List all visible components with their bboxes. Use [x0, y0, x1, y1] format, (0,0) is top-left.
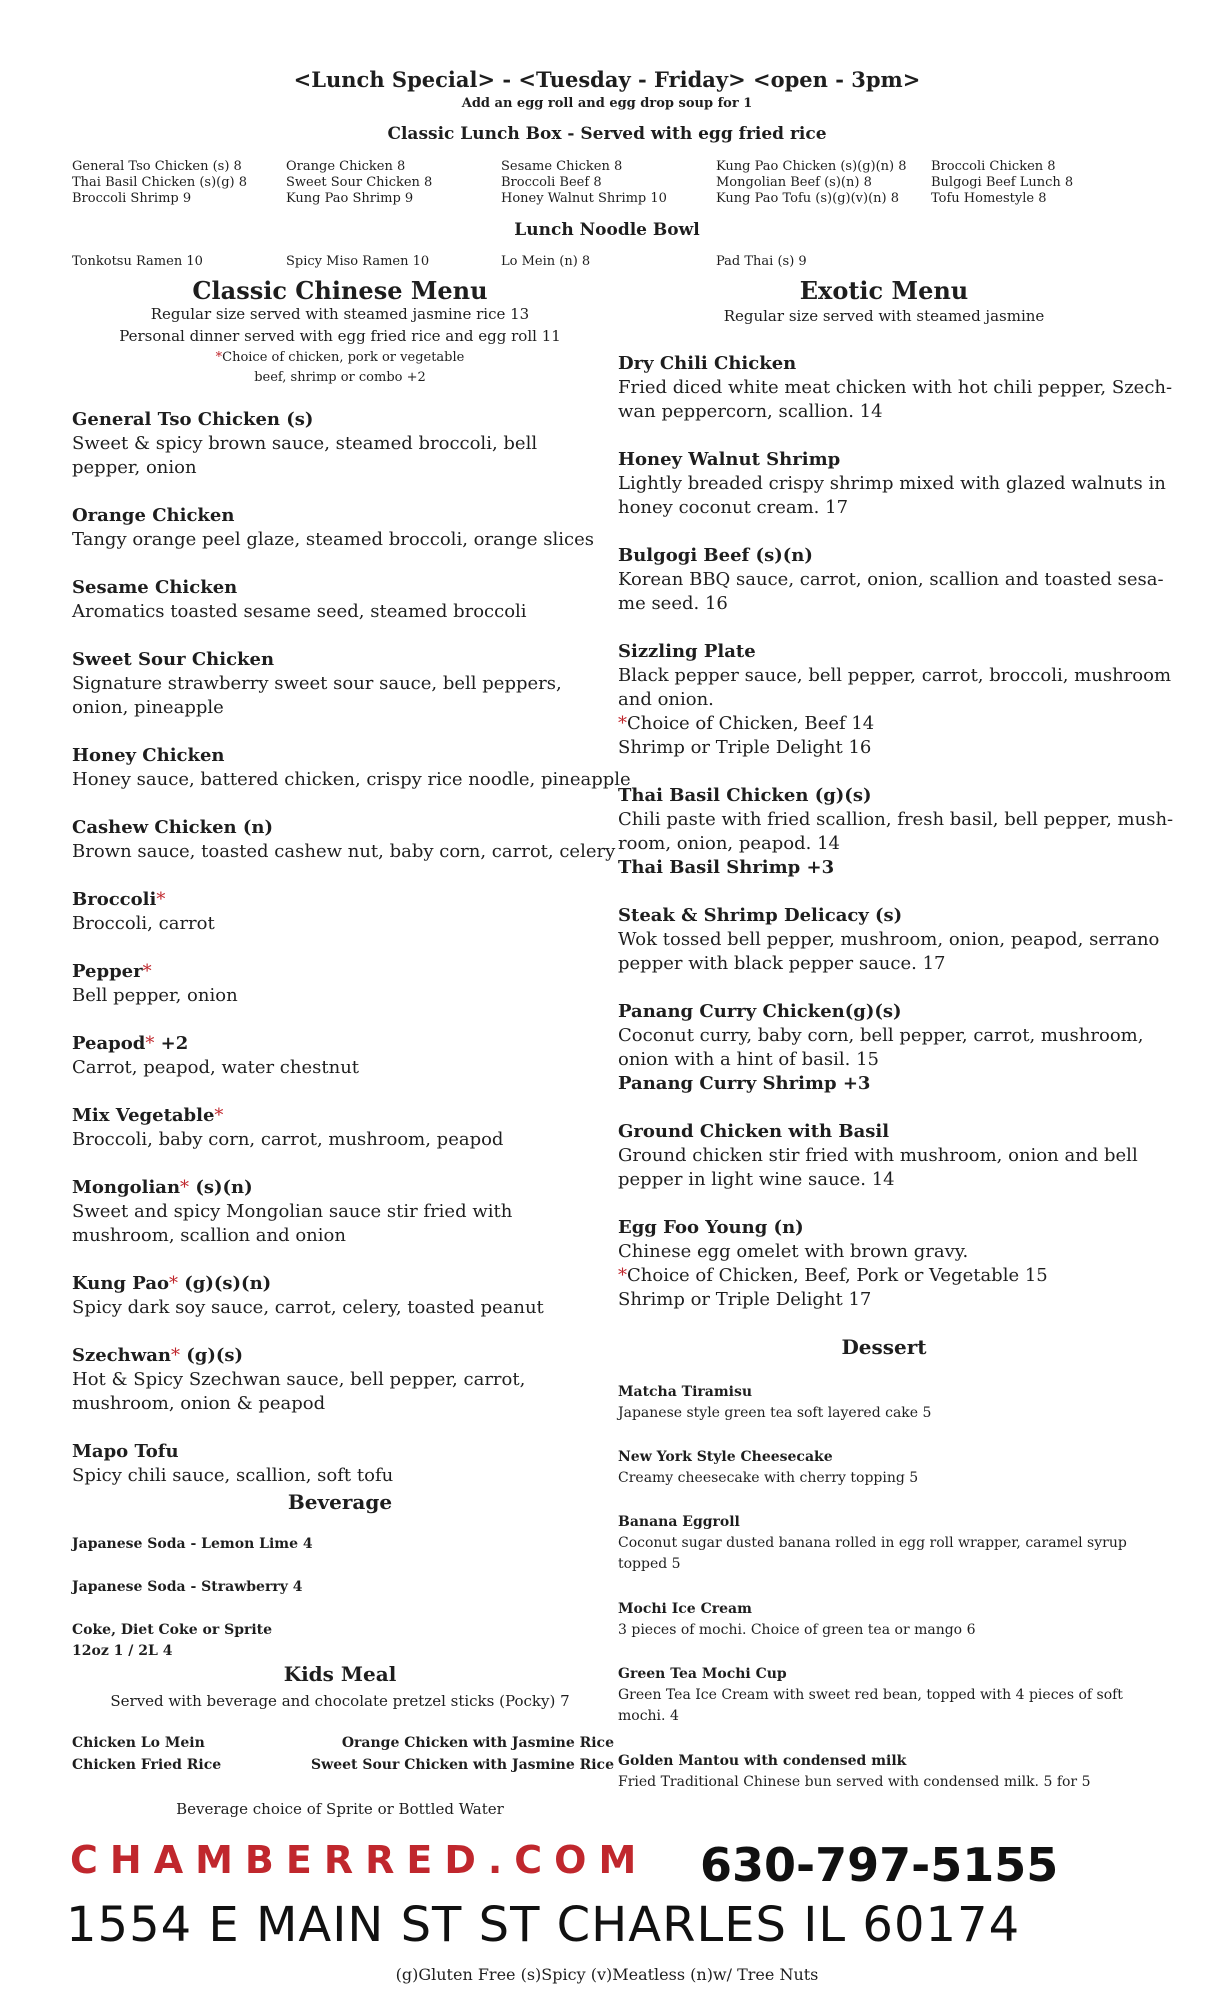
dessert-item: Mochi Ice Cream 3 pieces of mochi. Choice of green tea or mango 6	[618, 1601, 976, 1638]
dietary-legend: (g)Gluten Free (s)Spicy (v)Meatless (n)w/ Tree Nuts	[395, 1965, 819, 1984]
dessert-item: New York Style Cheesecake Creamy cheesecake with cherry topping 5	[618, 1449, 919, 1486]
menu-item: Mapo Tofu Spicy chili sauce, scallion, soft tofu	[72, 1441, 394, 1486]
menu-item: Bulgogi Beef (s)(n) Korean BBQ sauce, carrot, onion, scallion and toasted sesa- me seed. 16	[618, 545, 1164, 614]
dessert-item: Matcha Tiramisu Japanese style green tea soft layered cake 5	[618, 1384, 932, 1421]
lunch-item: Broccoli Beef 8	[501, 175, 602, 190]
lunch-column	[501, 159, 667, 207]
menu-item: Steak & Shrimp Delicacy (s) Wok tossed bell pepper, mushroom, onion, peapod, serrano pepper with black pepper sauce. 17	[618, 905, 1160, 974]
lunch-column	[72, 159, 247, 207]
noodle-item: Tonkotsu Ramen 10	[72, 254, 203, 269]
menu-item: Sweet Sour Chicken Signature strawberry sweet sour sauce, bell peppers, onion, pineapple	[72, 649, 562, 718]
lunch-item: Mongolian Beef (s)(n) 8	[716, 175, 872, 190]
kids-meal-item: Chicken Fried Rice	[72, 1757, 222, 1773]
menu-item: General Tso Chicken (s) Sweet & spicy brown sauce, steamed broccoli, bell pepper, onion	[72, 409, 538, 478]
menu-item: Mongolian* (s)(n) Sweet and spicy Mongolian sauce stir fried with mushroom, scallion and onion	[72, 1177, 513, 1246]
dessert-title: Dessert	[841, 1335, 927, 1359]
menu-item: Orange Chicken Tangy orange peel glaze, steamed broccoli, orange slices	[72, 505, 595, 550]
classic-menu-note: Regular size served with steamed jasmine rice 13	[150, 305, 530, 323]
menu-item: Panang Curry Chicken(g)(s) Coconut curry, baby corn, bell pepper, carrot, mushroom, onion with a hint of basil. 15 Panang Curry Shrimp +3	[618, 1001, 1144, 1094]
exotic-menu-note: Regular size served with steamed jasmine	[723, 307, 1045, 325]
lunch-item: Bulgogi Beef Lunch 8	[931, 175, 1074, 190]
menu-item: Peapod* +2 Carrot, peapod, water chestnut	[72, 1033, 360, 1078]
website-link[interactable]: CHAMBERRED.COM	[70, 1838, 649, 1882]
menu-item: Thai Basil Chicken (g)(s) Chili paste with fried scallion, fresh basil, bell pepper, mush- room, onion, peapod. 14 Thai Basil Shrimp +3	[618, 785, 1174, 878]
kids-meal-item: Sweet Sour Chicken with Jasmine Rice	[311, 1757, 614, 1773]
lunch-item: Thai Basil Chicken (s)(g) 8	[72, 175, 248, 190]
menu-item: Egg Foo Young (n) Chinese egg omelet with brown gravy. *Choice of Chicken, Beef, Pork or Vegetable 15 Shrimp or Triple Delight 17	[618, 1217, 1048, 1310]
lunch-item: Kung Pao Tofu (s)(g)(v)(n) 8	[716, 191, 899, 206]
beverage-title: Beverage	[287, 1490, 393, 1514]
beverage-item: 12oz 1 / 2L 4	[72, 1643, 173, 1659]
kids-beverage-note: Beverage choice of Sprite or Bottled Water	[176, 1800, 504, 1818]
lunch-column	[716, 159, 907, 207]
noodle-item: Pad Thai (s) 9	[716, 254, 807, 269]
choice-star: *	[618, 713, 627, 734]
lunch-item: Kung Pao Chicken (s)(g)(n) 8	[716, 159, 907, 174]
menu-item: Ground Chicken with Basil Ground chicken stir fried with mushroom, onion and bell pepper in light wine sauce. 14	[618, 1121, 1138, 1190]
address: 1554 E MAIN ST ST CHARLES IL 60174	[66, 1897, 1021, 1953]
classic-menu-note: *Choice of chicken, pork or vegetable	[215, 350, 465, 365]
lunch-item: Sesame Chicken 8	[501, 159, 623, 174]
noodle-item: Lo Mein (n) 8	[501, 254, 591, 269]
beverage-item: Coke, Diet Coke or Sprite	[72, 1622, 273, 1638]
lunch-item: Broccoli Chicken 8	[931, 159, 1056, 174]
lunch-item: General Tso Chicken (s) 8	[72, 159, 242, 174]
kids-meal-title: Kids Meal	[283, 1662, 397, 1686]
noodle-bowl-title: Lunch Noodle Bowl	[514, 220, 700, 240]
choice-star: *	[215, 350, 223, 365]
menu-item: Sizzling Plate Black pepper sauce, bell pepper, carrot, broccoli, mushroom and onion. *Choice of Chicken, Beef 14 Shrimp or Triple Delight 16	[618, 641, 1172, 758]
menu-item: Kung Pao* (g)(s)(n) Spicy dark soy sauce, carrot, celery, toasted peanut	[72, 1273, 544, 1318]
lunch-special-title: <Lunch Special> - <Tuesday - Friday> <open - 3pm>	[293, 67, 921, 92]
beverage-item: Japanese Soda - Lemon Lime 4	[72, 1536, 313, 1552]
menu-item: Honey Chicken Honey sauce, battered chicken, crispy rice noodle, pineapple	[72, 745, 631, 790]
lunch-special-subtitle: Add an egg roll and egg drop soup for 1	[461, 96, 753, 111]
kids-meal-note: Served with beverage and chocolate pretzel sticks (Pocky) 7	[110, 1692, 570, 1710]
dessert-item: Golden Mantou with condensed milk Fried Traditional Chinese bun served with condensed milk. 5 for 5	[618, 1753, 1091, 1790]
phone-number[interactable]: 630-797-5155	[700, 1838, 1059, 1892]
menu-item: Mix Vegetable* Broccoli, baby corn, carrot, mushroom, peapod	[72, 1105, 504, 1150]
dessert-item: Banana Eggroll Coconut sugar dusted banana rolled in egg roll wrapper, caramel syrup topped 5	[618, 1514, 1127, 1572]
menu-item: Szechwan* (g)(s) Hot & Spicy Szechwan sauce, bell pepper, carrot, mushroom, onion & peapod	[72, 1345, 526, 1414]
menu-item: Dry Chili Chicken Fried diced white meat chicken with hot chili pepper, Szech- wan peppercorn, scallion. 14	[618, 353, 1173, 422]
lunch-item: Orange Chicken 8	[286, 159, 406, 174]
dessert-item: Green Tea Mochi Cup Green Tea Ice Cream with sweet red bean, topped with 4 pieces of soft mochi. 4	[618, 1666, 1123, 1724]
menu-item: Sesame Chicken Aromatics toasted sesame seed, steamed broccoli	[72, 577, 527, 622]
noodle-item: Spicy Miso Ramen 10	[286, 254, 430, 269]
menu-item: Broccoli* Broccoli, carrot	[72, 889, 215, 934]
lunch-item: Broccoli Shrimp 9	[72, 191, 192, 206]
exotic-menu-title: Exotic Menu	[799, 276, 969, 305]
lunch-item: Sweet Sour Chicken 8	[286, 175, 433, 190]
classic-menu-note: Personal dinner served with egg fried rice and egg roll 11	[119, 327, 561, 345]
lunch-box-title: Classic Lunch Box - Served with egg fried rice	[387, 124, 827, 144]
classic-menu-title: Classic Chinese Menu	[192, 276, 488, 305]
classic-menu-note: beef, shrimp or combo +2	[254, 370, 426, 385]
lunch-item: Kung Pao Shrimp 9	[286, 191, 414, 206]
lunch-column	[931, 159, 1073, 207]
lunch-item: Honey Walnut Shrimp 10	[501, 191, 667, 206]
lunch-column	[286, 159, 432, 207]
choice-star: *	[618, 1265, 627, 1286]
menu-item: Honey Walnut Shrimp Lightly breaded crispy shrimp mixed with glazed walnuts in honey coconut cream. 17	[618, 449, 1166, 518]
menu-item: Cashew Chicken (n) Brown sauce, toasted cashew nut, baby corn, carrot, celery	[72, 817, 616, 862]
menu-item: Pepper* Bell pepper, onion	[72, 961, 238, 1006]
kids-meal-item: Orange Chicken with Jasmine Rice	[341, 1735, 614, 1751]
kids-meal-item: Chicken Lo Mein	[72, 1735, 205, 1751]
beverage-item: Japanese Soda - Strawberry 4	[72, 1579, 303, 1595]
lunch-item: Tofu Homestyle 8	[931, 191, 1047, 206]
